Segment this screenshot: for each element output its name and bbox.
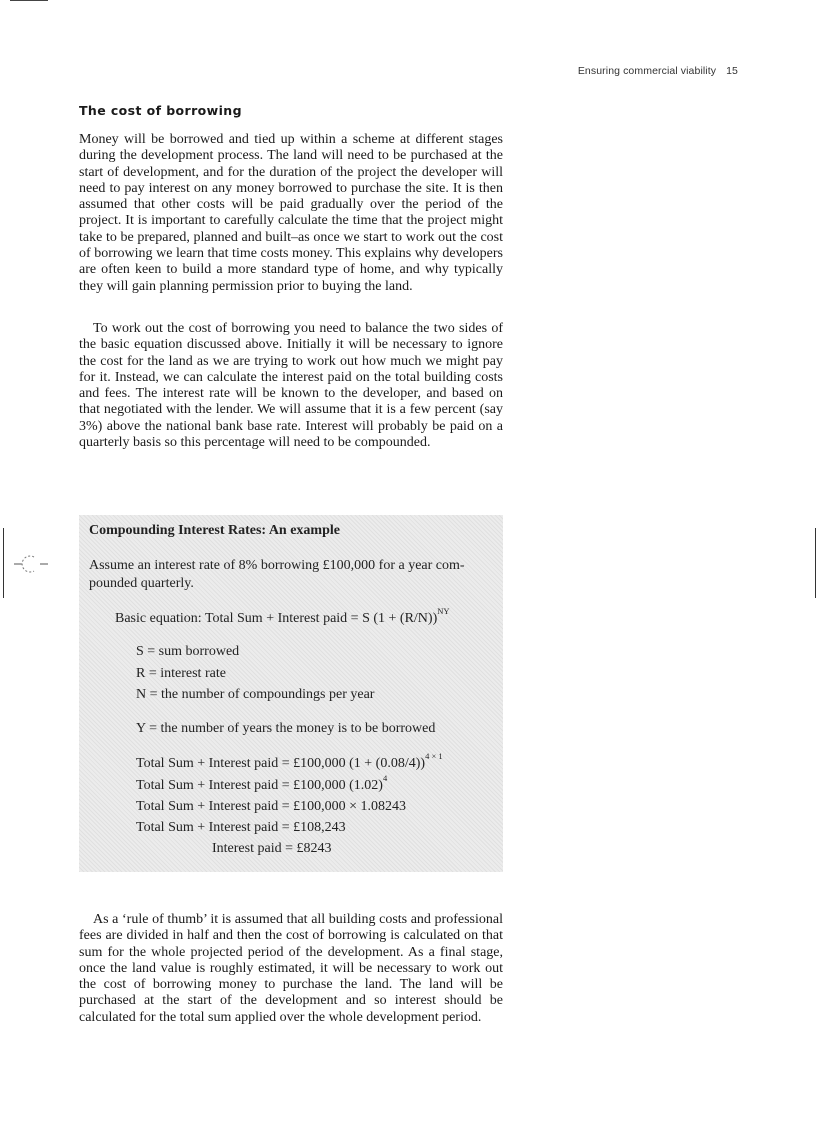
running-head-title: Ensuring commercial viability [577,65,717,77]
basic-equation-text: Basic equation: Total Sum + Interest paid = S (1 + (R/N)) [115,611,438,626]
calculation-line: Total Sum + Interest paid = £100,000 × 1.08243 [136,799,407,814]
example-assumption: Assume an interest rate of 8% borrowing £100,000 for a year compounded quarterly. [89,558,465,591]
definition-y: Y = the number of years the money is to be borrowed [136,721,436,736]
calculation-result: Interest paid = £8243 [212,841,332,856]
registration-mark-icon [14,553,50,575]
calculation-exponent: 4 [382,773,388,784]
page-number: 15 [726,65,738,77]
calculation-line [136,773,388,794]
basic-equation-exponent: NY [437,606,450,617]
running-head [578,65,738,77]
definition-n: N = the number of compoundings per year [136,687,375,702]
calculation-line: Total Sum + Interest paid = £108,243 [136,820,346,835]
section-heading: The cost of borrowing [79,103,242,118]
calculation-text: Total Sum + Interest paid = £100,000 (1.02) [136,778,383,793]
definition-r: R = interest rate [136,666,226,681]
definition-s: S = sum borrowed [136,644,240,659]
example-box-title: Compounding Interest Rates: An example [89,523,340,538]
calculation-exponent: 4 × 1 [425,751,443,762]
left-margin-mark [3,528,4,598]
basic-equation [115,606,450,627]
body-paragraph: Money will be borrowed and tied up within a scheme at different stages during the development process. The land will need to be purchased at the start of development, and for the duration of the project the developer will need to pay interest on any money borrowed to purchase the site. It is then assumed that other costs will be paid gradually over the period of the project. It is important to carefully calculate the time that the project might take to be prepared, planned and built–as once we start to work out the cost of borrowing we learn that time costs money. This explains why developers are often keen to build a more standard type of home, and why typically they will gain planning permission prior to buying the land. [79,132,503,294]
body-paragraph: To work out the cost of borrowing you need to balance the two sides of the basic equation discussed above. Initially it will be necessary to ignore the cost for the land as we are trying to work out how much we might pay for it. Instead, we can calculate the interest paid on the total building costs and fees. The interest rate will be known to the developer, and based on that negotiated with the lender. We will assume that it is a few percent (say 3%) above the national bank base rate. Interest will probably be paid on a quarterly basis so this percentage will need to be compounded. [79,321,503,451]
calculation-text: Total Sum + Interest paid = £100,000 (1 + (0.08/4)) [136,756,426,771]
body-paragraph: As a ‘rule of thumb’ it is assumed that all building costs and professional fees are divided in half and then the cost of borrowing is calculated on that sum for the whole projected period of the development. As a final stage, once the land value is roughly estimated, it will be necessary to work out the cost of borrowing money to purchase the land. The land will be purchased at the start of the development and so interest should be calculated for the total sum applied over the whole development period. [79,912,503,1025]
corner-rule [10,0,48,1]
example-box [79,515,503,872]
calculation-line [136,751,443,772]
